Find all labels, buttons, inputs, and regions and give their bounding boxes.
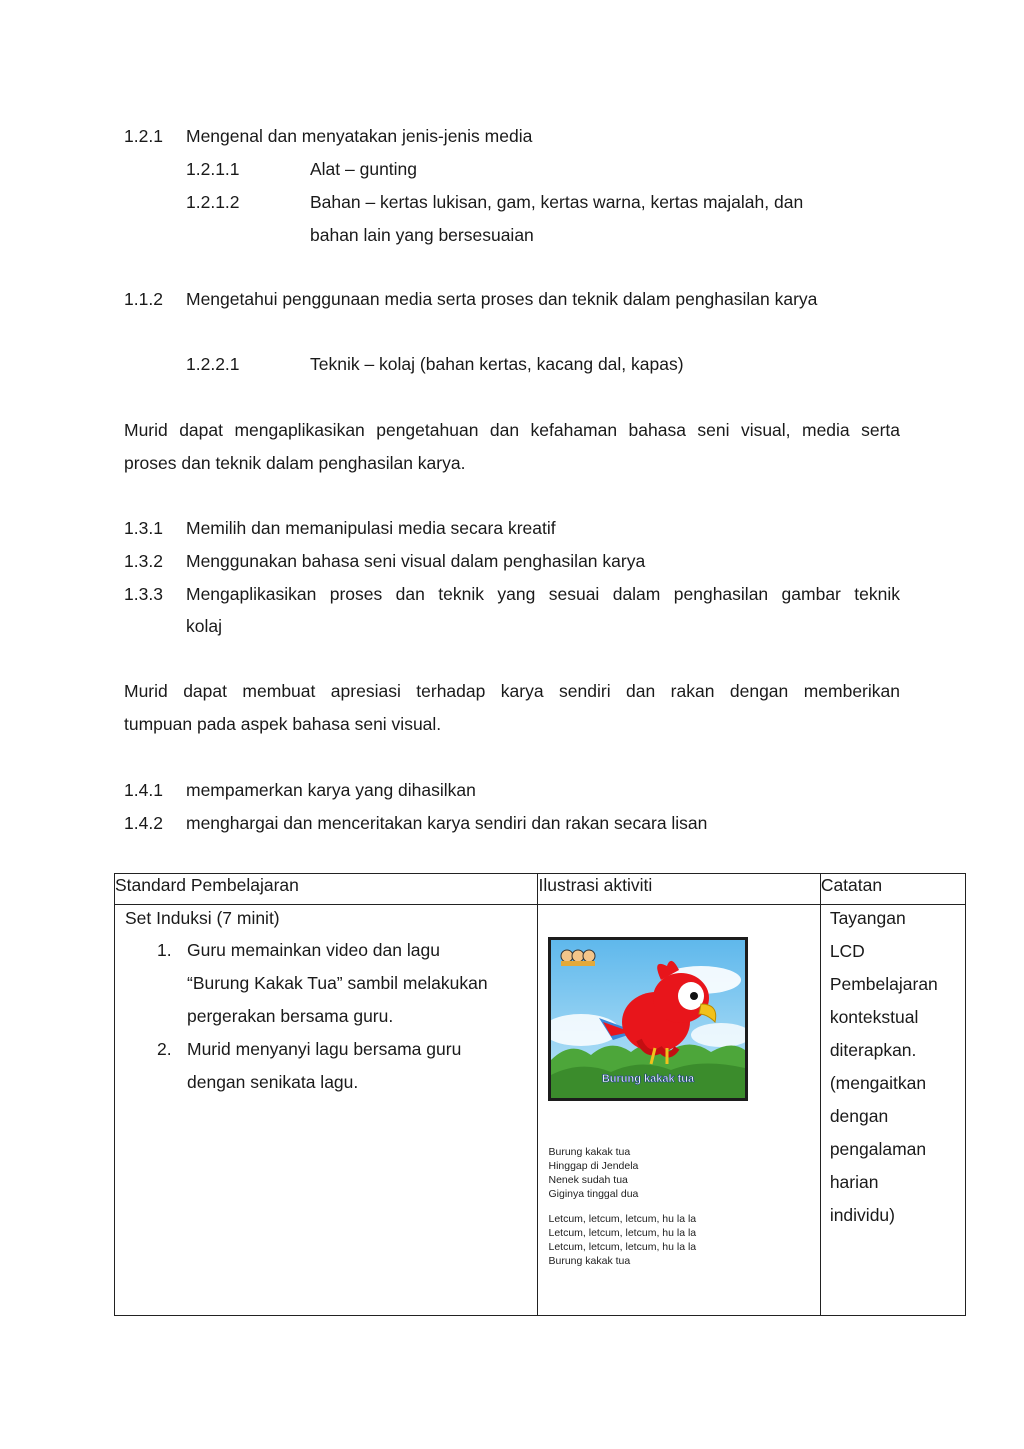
item-1212-number: 1.2.1.2 <box>186 192 240 212</box>
item-1212-text: Bahan – kertas lukisan, gam, kertas warna, kertas majalah, dan <box>310 192 804 212</box>
section-133-number: 1.3.3 <box>124 584 163 604</box>
paragraph-1-line-1: Murid dapat mengaplikasikan pengetahuan dan kefahaman bahasa seni visual, media serta <box>124 420 900 440</box>
section-131-text: Memilih dan memanipulasi media secara kreatif <box>186 518 556 538</box>
step-1-number: 1. <box>157 940 172 960</box>
section-112-text: Mengetahui penggunaan media serta proses dan teknik dalam penghasilan karya <box>186 289 818 309</box>
section-121-text: Mengenal dan menyatakan jenis-jenis media <box>186 126 533 146</box>
section-112-number: 1.1.2 <box>124 289 163 309</box>
step-2-number: 2. <box>157 1039 172 1059</box>
step-1-line-1: Guru memainkan video dan lagu <box>187 940 440 960</box>
note-line: pengalaman <box>829 1139 927 1159</box>
note-line: LCD <box>829 941 865 961</box>
item-1221-text: Teknik – kolaj (bahan kertas, kacang dal, kapas) <box>310 354 684 374</box>
note-line: Pembelajaran <box>829 974 938 994</box>
section-132-number: 1.3.2 <box>124 551 163 571</box>
set-induksi-title: Set Induksi (7 minit) <box>125 908 280 928</box>
section-131-number: 1.3.1 <box>124 518 163 538</box>
step-2-line-2: dengan senikata lagu. <box>187 1072 359 1092</box>
note-line: kontekstual <box>829 1007 919 1027</box>
cell-catatan <box>820 905 965 1316</box>
section-133-text-cont: kolaj <box>186 616 222 636</box>
lyrics-line: Letcum, letcum, letcum, hu la la <box>548 1227 697 1239</box>
paragraph-2-line-1: Murid dapat membuat apresiasi terhadap karya sendiri dan rakan dengan memberikan <box>124 681 900 701</box>
note-line: diterapkan. <box>829 1040 917 1060</box>
step-1-line-2: “Burung Kakak Tua” sambil melakukan <box>187 973 488 993</box>
table-row <box>115 905 966 1316</box>
section-141-number: 1.4.1 <box>124 780 163 800</box>
header-standard-pembelajaran: Standard Pembelajaran <box>115 874 538 905</box>
lyrics-line: Letcum, letcum, letcum, hu la la <box>548 1213 697 1225</box>
video-still-image <box>548 937 748 1101</box>
lesson-plan-table <box>114 873 966 1316</box>
item-1211-number: 1.2.1.1 <box>186 159 240 179</box>
lyrics-line: Letcum, letcum, letcum, hu la la <box>548 1241 697 1253</box>
lyrics-line: Burung kakak tua <box>548 1255 631 1267</box>
lyrics-line: Nenek sudah tua <box>548 1174 628 1186</box>
paragraph-1-line-2: proses dan teknik dalam penghasilan karya. <box>124 453 466 473</box>
cell-ilustrasi <box>538 905 820 1316</box>
item-1221-number: 1.2.2.1 <box>186 354 240 374</box>
step-1-line-3: pergerakan bersama guru. <box>187 1006 394 1026</box>
lyrics-line: Hinggap di Jendela <box>548 1160 639 1172</box>
note-line: Tayangan <box>829 908 906 928</box>
table-header-row <box>115 874 966 905</box>
parrot-illustration <box>551 940 745 1098</box>
note-line: (mengaitkan <box>829 1073 927 1093</box>
section-142-text: menghargai dan menceritakan karya sendiri dan rakan secara lisan <box>186 813 708 833</box>
item-1211-text: Alat – gunting <box>310 159 418 179</box>
section-133-text: Mengaplikasikan proses dan teknik yang sesuai dalam penghasilan gambar teknik <box>186 584 900 604</box>
item-1212-text-cont: bahan lain yang bersesuaian <box>310 225 534 245</box>
image-caption: Burung kakak tua <box>602 1073 695 1085</box>
cell-standard <box>115 905 538 1316</box>
step-2-line-1: Murid menyanyi lagu bersama guru <box>187 1039 462 1059</box>
lyrics-line: Giginya tinggal dua <box>548 1188 639 1200</box>
note-line: dengan <box>829 1106 889 1126</box>
header-catatan: Catatan <box>820 874 965 905</box>
section-141-text: mempamerkan karya yang dihasilkan <box>186 780 476 800</box>
note-line: harian <box>829 1172 879 1192</box>
section-142-number: 1.4.2 <box>124 813 163 833</box>
section-121-number: 1.2.1 <box>124 126 163 146</box>
paragraph-2-line-2: tumpuan pada aspek bahasa seni visual. <box>124 714 442 734</box>
header-ilustrasi-aktiviti: Ilustrasi aktiviti <box>538 874 820 905</box>
section-132-text: Menggunakan bahasa seni visual dalam penghasilan karya <box>186 551 646 571</box>
note-line: individu) <box>829 1205 895 1225</box>
lyrics-line: Burung kakak tua <box>548 1146 631 1158</box>
